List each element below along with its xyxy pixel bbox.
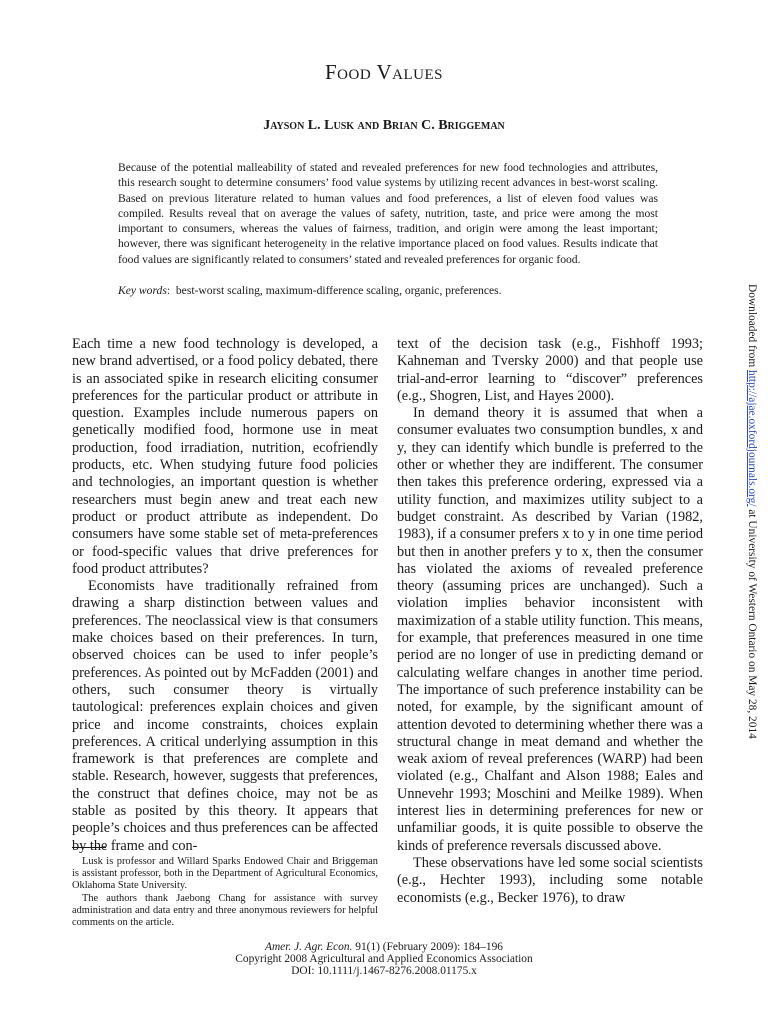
body-paragraph: In demand theory it is assumed that when a consumer evaluates two consumption bundles, x and y, they can identify which bundle is preferred to the other or whether they are indifferent. The consumer then takes this preference ordering, expressed via a utility function, and maximizes utility subject to a budget constraint. As described by Varian (1982, 1983), if a consumer prefers x to y in one time period but then in another prefers y to x, then the consumer has violated the axioms of revealed preference theory (assuming prices are unchanged). Such a violation implies behavior inconsistent with maximization of a stable utility function. This means, for example, that preferences measured in one time period are no longer of use in predicting demand or calculating welfare changes in another time period. The importance of such preference instability can be noted, for example, by the significant amount of attention devoted to determining whether there was a structural change in meat demand and whether the weak axiom of reveal preferences (WARP) had been violated (e.g., Chalfant and Alson 1988; Eales and Unnevehr 1993; Moschini and Meilke 1989). When interest lies in determining preferences for new or unfamiliar goods, it is quite possible to observe the kinds of preference reversals discussed above. [397,405,703,854]
footnote-rule [72,847,106,848]
copyright-line: Copyright 2008 Agricultural and Applied Economics Association [235,953,533,966]
keywords [118,283,658,298]
abstract: Because of the potential malleability of stated and revealed preferences for new food technologies and attributes, this research sought to determine consumers’ food value systems by utilizing recent advances in best-worst scaling. Based on previous literature related to human values and food preferences, a list of eleven food values was compiled. Results reveal that on average the values of safety, nutrition, taste, and price were among the most important to consumers, whereas the values of fairness, tradition, and origin were among the least important; however, there was significant heterogeneity in the relative importance placed on food values. Results indicate that food values are significantly related to consumers’ stated and revealed preferences for organic food. [118,161,658,266]
article-authors: Jayson L. Lusk and Brian C. Briggeman [263,118,505,133]
footnotes [72,856,378,929]
footnote-acknowledgments: The authors thank Jaebong Chang for assistance with survey administration and data entry and three anonymous reviewers for helpful comments on the article. [72,892,378,929]
body-column-left [72,336,378,855]
body-paragraph: text of the decision task (e.g., Fishhoff 1993; Kahneman and Tversky 2000) and that people use trial-and-error learning to “discover” preferences (e.g., Shogren, List, and Hayes 2000). [397,336,703,404]
keywords-text: best-worst scaling, maximum-difference scaling, organic, preferences. [175,284,502,297]
citation-journal-line [0,941,768,953]
download-notice-prefix: Downloaded from [746,284,758,371]
citation-block [0,941,768,978]
body-paragraph: Economists have traditionally refrained from drawing a sharp distinction between values and preferences. The neoclassical view is that consumers make choices based on their preferences. In turn, observed choices can be used to infer people’s preferences. As pointed out by McFadden (2001) and others, such consumer theory is virtually tautological: preferences explain choices and given price and income constraints, choices explain preferences. A critical underlying assumption in this framework is that preferences are complete and stable. Research, however, suggests that preferences, the construct that defines choice, may not be as stable as posited by this theory. It appears that people’s choices and thus preferences can be affected by the frame and con- [72,578,378,854]
body-column-right [397,336,703,907]
footnote-affiliation: Lusk is professor and Willard Sparks Endowed Chair and Briggeman is assistant professor, both in the Department of Agricultural Economics, Oklahoma State University. [72,856,378,892]
journal-issue: 91(1) (February 2009): 184–196 [352,941,503,953]
doi-line: DOI: 10.1111/j.1467-8276.2008.01175.x [291,965,477,978]
journal-name: Amer. J. Agr. Econ. [264,941,353,953]
journal-site-link[interactable]: http://ajae.oxfordjournals.org/ [746,370,758,507]
body-paragraph: These observations have led some social scientists (e.g., Hechter 1993), including some notable economists (e.g., Becker 1976), to draw [397,854,703,906]
article-title: Food Values [324,60,444,84]
download-notice-suffix: at University of Western Ontario on May 28, 2014 [746,506,758,739]
download-notice [745,284,759,739]
keywords-label: Key words [118,284,167,297]
keywords-separator: : [166,284,171,297]
body-paragraph: Each time a new food technology is developed, a new brand advertised, or a food policy debated, there is an associated spike in research eliciting consumer preferences for the particular product or attribute in question. Examples include numerous papers on genetically modified food, hormone use in meat production, food irradiation, nutrition, ecofriendly products, etc. When studying future food policies and technologies, an important question is whether researchers must begin anew and treat each new product or product attribute as independent. Do consumers have some stable set of meta-preferences or food-specific values that drive preferences for food product attributes? [72,336,378,577]
